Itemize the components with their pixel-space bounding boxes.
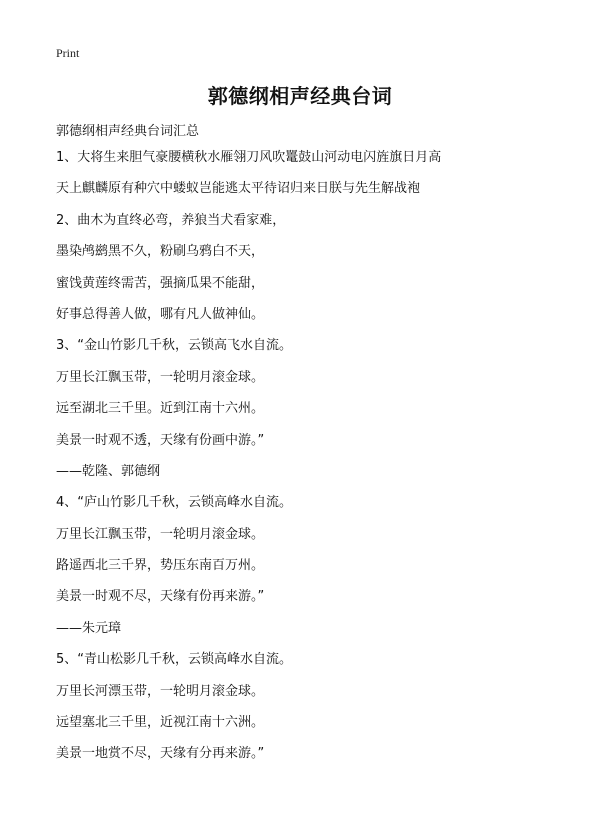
text-line: 好事总得善人做，哪有凡人做神仙。 xyxy=(56,306,265,322)
text-line: 美景一时观不尽，天缘有份再来游。” xyxy=(56,589,265,605)
text-line: 万里长江飘玉带，一轮明月滚金球。 xyxy=(56,526,265,542)
text-line: 万里长河漂玉带，一轮明月滚金球。 xyxy=(56,683,265,699)
text-line: 远至湖北三千里。近到江南十六州。 xyxy=(56,401,265,417)
text-line: 4、“庐山竹影几千秋，云锁高峰水自流。 xyxy=(56,495,293,511)
text-line: 远望塞北三千里，近视江南十六洲。 xyxy=(56,715,265,731)
print-link[interactable]: Print xyxy=(56,46,80,60)
text-line: 墨染鸬鹚黑不久，粉刷乌鸦白不天， xyxy=(56,244,265,260)
text-line: 蜜饯黄莲终需苦，强摘瓜果不能甜， xyxy=(56,275,265,291)
article-body xyxy=(56,146,576,774)
text-line: 美景一地赏不尽，天缘有分再来游。” xyxy=(56,746,265,762)
text-line: 美景一时观不透，天缘有份画中游。” xyxy=(56,432,265,448)
text-line: 路遥西北三千界，势压东南百万州。 xyxy=(56,558,265,574)
article-subtitle: 郭德纲相声经典台词汇总 xyxy=(56,124,200,139)
text-line: ——朱元璋 xyxy=(56,620,122,636)
text-line: 2、曲木为直终必弯，养狼当犬看家难， xyxy=(56,212,286,228)
text-line: 3、“金山竹影几千秋，云锁高飞水自流。 xyxy=(56,338,293,354)
page-title: 郭德纲相声经典台词 xyxy=(207,84,393,108)
text-line: 1、大将生来胆气豪腰横秋水雁翎刀风吹鼍鼓山河动电闪旌旗日月高 xyxy=(56,150,442,165)
text-line: ——乾隆、郭德纲 xyxy=(56,463,161,479)
text-line: 5、“青山松影几千秋，云锁高峰水自流。 xyxy=(56,652,293,668)
text-line: 万里长江飘玉带，一轮明月滚金球。 xyxy=(56,369,265,385)
text-line: 天上麒麟原有种穴中蝼蚁岂能逃太平待诏归来日朕与先生解战袍 xyxy=(56,181,421,197)
